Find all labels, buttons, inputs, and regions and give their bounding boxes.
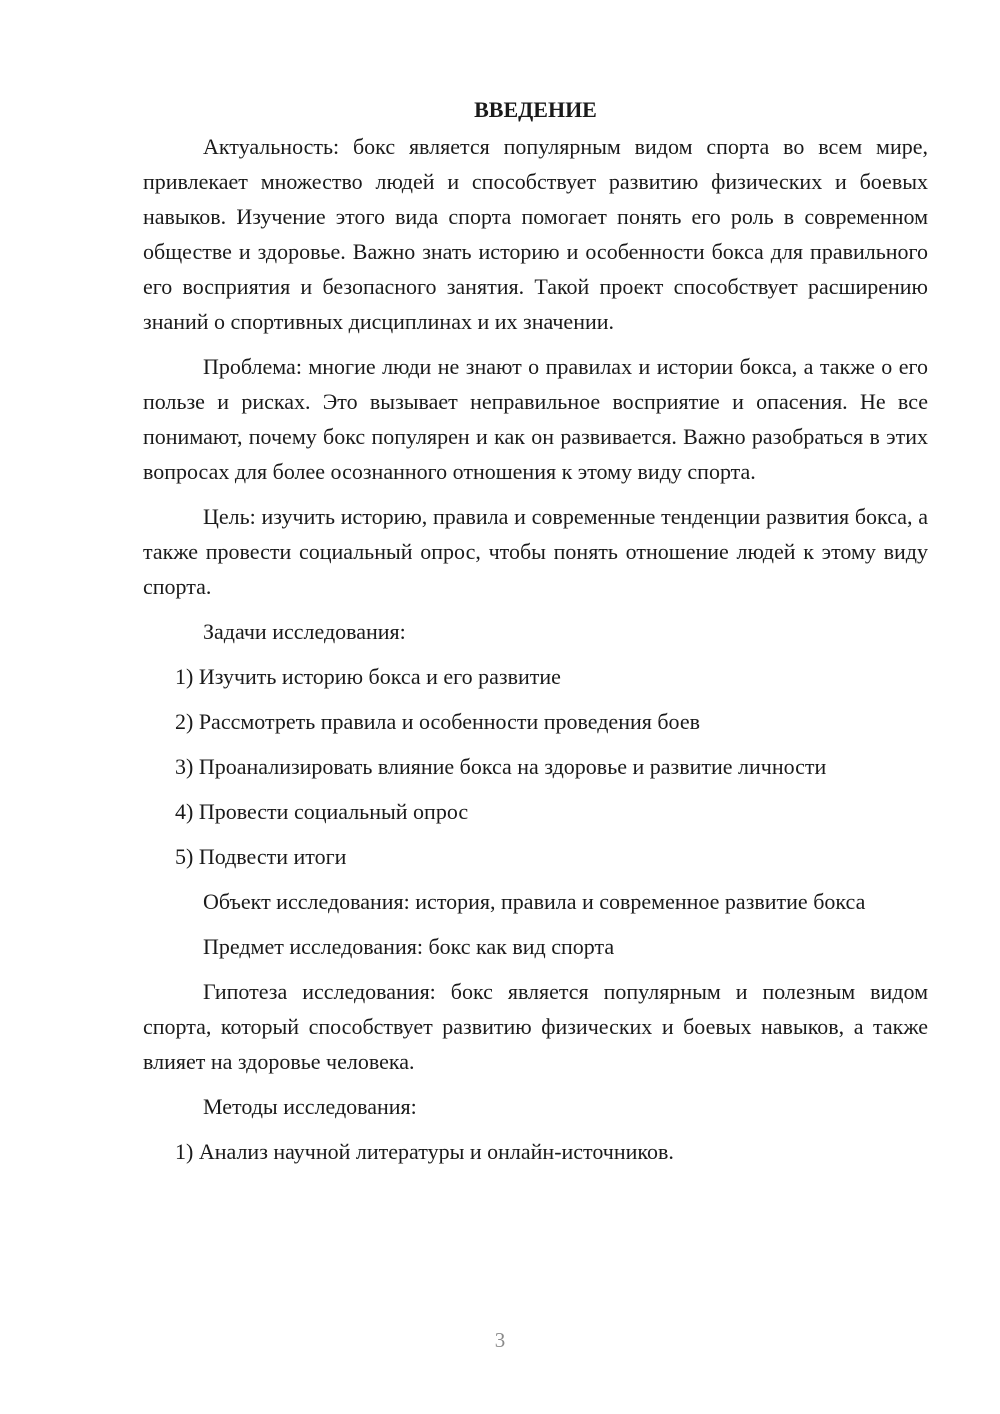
list-item: 2) Рассмотреть правила и особенности проведения боев bbox=[175, 709, 700, 734]
tasks-heading: Задачи исследования: bbox=[203, 619, 406, 644]
object-paragraph: Объект исследования: история, правила и современное развитие бокса bbox=[203, 889, 866, 914]
tasks-list bbox=[143, 659, 928, 874]
list-item: 4) Провести социальный опрос bbox=[175, 799, 469, 824]
goal-paragraph: Цель: изучить историю, правила и современные тенденции развития бокса, а также провести социальный опрос, чтобы понять отношение людей к этому виду спорта. bbox=[143, 504, 928, 599]
list-item: 1) Анализ научной литературы и онлайн-источников. bbox=[175, 1139, 674, 1164]
section-title: ВВЕДЕНИЕ bbox=[474, 97, 597, 122]
document-page bbox=[143, 92, 928, 1179]
problem-paragraph: Проблема: многие люди не знают о правилах и истории бокса, а также о его пользе и рисках. Это вызывает неправильное восприятие и опасения. Не все понимают, почему бокс популярен и как он развивается. Важно разобраться в этих вопросах для более осознанного отношения к этому виду спорта. bbox=[143, 354, 928, 484]
list-item: 3) Проанализировать влияние бокса на здоровье и развитие личности bbox=[175, 754, 827, 779]
relevance-paragraph: Актуальность: бокс является популярным видом спорта во всем мире, привлекает множество людей и способствует развитию физических и боевых навыков. Изучение этого вида спорта помогает понять его роль в современном обществе и здоровье. Важно знать историю и особенности бокса для правильного его восприятия и безопасного занятия. Такой проект способствует расширению знаний о спортивных дисциплинах и их значении. bbox=[143, 134, 928, 334]
list-item: 1) Изучить историю бокса и его развитие bbox=[175, 664, 561, 689]
methods-heading: Методы исследования: bbox=[203, 1094, 417, 1119]
list-item: 5) Подвести итоги bbox=[175, 844, 347, 869]
page-number: 3 bbox=[494, 1328, 506, 1352]
subject-paragraph: Предмет исследования: бокс как вид спорта bbox=[203, 934, 615, 959]
methods-list bbox=[143, 1134, 928, 1169]
hypothesis-paragraph: Гипотеза исследования: бокс является популярным и полезным видом спорта, который способствует развитию физических и боевых навыков, а также влияет на здоровье человека. bbox=[143, 979, 928, 1074]
